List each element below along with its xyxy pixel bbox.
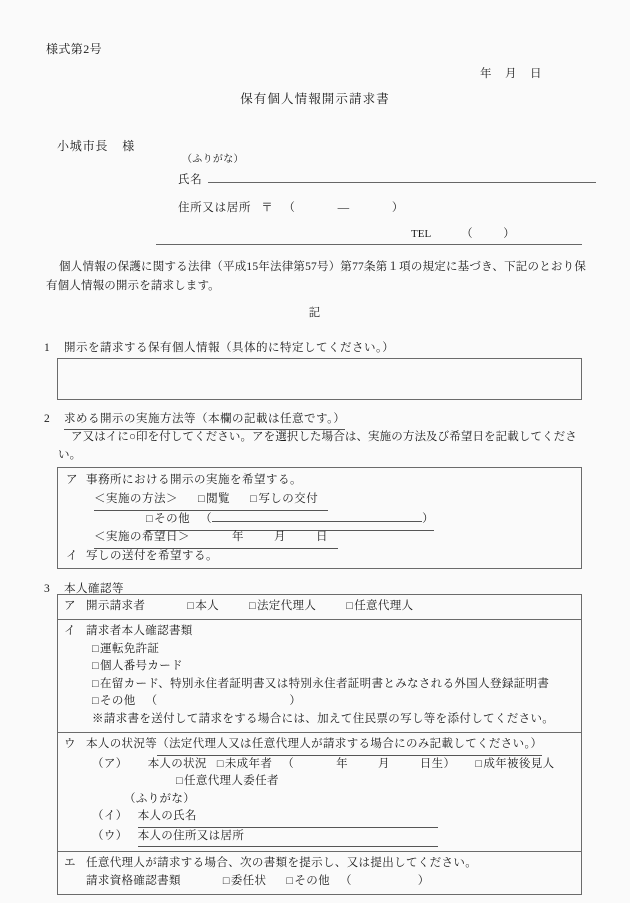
choice-residence-card: 在留カード、特別永住者証明書又は特別永住者証明書とみなされる外国人登録証明書 [100, 677, 550, 690]
section2-title: 求める開示の実施方法等（本欄の記載は任意です。） [64, 411, 345, 430]
option-b-mark: イ [66, 550, 78, 562]
tel-close-paren: ） [503, 228, 516, 241]
address-label: 住所又は居所 [178, 202, 252, 214]
page-title: 保有個人情報開示請求書 [240, 92, 390, 106]
statute-text: 個人情報の保護に関する法律（平成15年法律第57号）第77条第１項の規定に基づき、下記のとおり保有個人情報の開示を請求します。 [46, 261, 586, 292]
row-b-note-text: ※請求書を送付して請求をする場合には、加えて住民票の写し等を添付してください。 [92, 712, 555, 725]
name-label: 氏名 [178, 174, 203, 186]
date-month-label: 月 [505, 68, 517, 80]
row-b-choice-3[interactable] [64, 676, 577, 693]
option-b-text: 写しの送付を希望する。 [86, 550, 218, 562]
choice-voluntary-delegator: 任意代理人委任者 [184, 775, 279, 788]
zip-dash: — [337, 202, 350, 214]
checkbox-my-number-card[interactable] [92, 660, 183, 672]
desired-month-label: 月 [274, 531, 286, 543]
birth-day-label: 日生 [419, 757, 444, 770]
row-b-other-close: ） [289, 695, 302, 708]
checkbox-minor[interactable] [217, 758, 272, 770]
sub-c-field[interactable] [138, 828, 438, 847]
other-method-label: その他 [154, 513, 191, 525]
checkbox-voluntary-delegator[interactable] [176, 775, 279, 787]
other-close-paren: ） [422, 513, 435, 525]
other-open-paren: （ [200, 513, 213, 525]
section3-number: 3 [44, 583, 51, 595]
choice-other-document: その他 [100, 695, 136, 708]
form-number: 様式第2号 [46, 42, 103, 56]
section2-number: 2 [44, 413, 51, 425]
row-requester [58, 595, 582, 620]
tel-group [411, 226, 515, 243]
row-c-label: 本人の状況等 [86, 738, 158, 751]
choice-self: 本人 [195, 600, 219, 612]
furigana-label: （ふりがな） [182, 154, 244, 165]
method-group [94, 490, 328, 511]
sub-a-label: 本人の状況 [147, 757, 207, 770]
row-c-sub-a [64, 756, 577, 773]
zip-close-paren: ） [391, 202, 405, 214]
checkbox-other-proxy-document[interactable] [286, 875, 330, 887]
table-row [58, 852, 582, 895]
row-c-mark: ウ [64, 738, 76, 751]
addressee-honorific: 様 [122, 139, 136, 153]
row-b-other-open: （ [145, 695, 158, 708]
row-d-text: 任意代理人が請求する場合、次の書類を提示し、又は提出してください。 [86, 857, 478, 870]
address-telephone-row[interactable] [156, 228, 582, 245]
checkbox-voluntary-representative[interactable] [346, 600, 413, 612]
row-d-doc-label: 請求資格確認書類 [86, 874, 181, 887]
desired-year-label: 年 [232, 531, 244, 543]
sub-a-close-paren: ） [443, 757, 456, 770]
table-row [58, 620, 582, 733]
zip-open-paren: （ [283, 202, 296, 214]
row-principal-status [58, 733, 582, 852]
date-line [480, 66, 542, 83]
ki-marker: 記 [308, 307, 322, 319]
row-c-sub-c [64, 828, 577, 847]
checkbox-other-document[interactable] [92, 695, 136, 707]
section2-option-a[interactable] [58, 471, 581, 490]
checkbox-adult-ward[interactable] [475, 758, 554, 770]
section2-instruction-text: ア又はイに○印を付してください。アを選択した場合は、実施の方法及び希望日を記載してください。 [58, 431, 577, 462]
method-choice-copy: 写しの交付 [258, 493, 319, 505]
row-proxy-documents [58, 852, 582, 895]
section2-method-row [58, 490, 581, 509]
row-b-mark: イ [64, 625, 76, 638]
checkbox-other-method[interactable] [146, 513, 190, 525]
row-d-other-close: ） [417, 874, 430, 887]
row-d-mark: エ [64, 857, 76, 870]
zip-mark: 〒 [261, 202, 274, 214]
table-row [58, 733, 582, 852]
other-method-input[interactable] [212, 509, 422, 522]
section2-other-row [58, 509, 581, 528]
choice-legal-rep: 法定代理人 [256, 600, 317, 612]
name-row [178, 170, 596, 189]
choice-other-proxy-document: その他 [294, 874, 330, 887]
birth-year-label: 年 [336, 757, 348, 770]
row-d-other-open: （ [339, 874, 352, 887]
choice-adult-ward: 成年被後見人 [483, 757, 555, 770]
section3-title: 本人確認等 [64, 583, 124, 595]
sub-b-mark: （イ） [92, 810, 128, 823]
row-b-label: 請求者本人確認書類 [86, 625, 193, 638]
section1-entry-box[interactable] [57, 358, 582, 400]
sub-c-label: 本人の住所又は居所 [137, 829, 245, 842]
row-identity-documents [58, 620, 582, 733]
checkbox-drivers-license[interactable] [92, 643, 159, 655]
option-a-mark: ア [66, 474, 78, 486]
date-year-label: 年 [480, 68, 492, 80]
sub-c-mark: （ウ） [92, 829, 128, 842]
row-a-mark: ア [64, 600, 76, 612]
row-b-choice-1[interactable] [64, 641, 577, 658]
row-b-note [64, 711, 577, 728]
choice-power-of-attorney: 委任状 [230, 874, 267, 887]
method-choice-inspection: 閲覧 [206, 493, 231, 505]
section2-desired-date-row [58, 528, 581, 547]
section2-options-box [57, 467, 582, 569]
table-row [58, 595, 582, 620]
name-input[interactable] [208, 170, 596, 183]
row-c-label-note: （法定代理人又は任意代理人が請求する場合にのみ記載してください。） [157, 736, 542, 755]
row-b-choice-other[interactable] [64, 693, 577, 710]
tel-label: TEL [411, 228, 432, 241]
row-b-choice-2[interactable] [64, 658, 577, 675]
checkbox-power-of-attorney[interactable] [223, 875, 267, 887]
checkbox-inspection[interactable] [198, 493, 230, 505]
sub-b-field[interactable] [138, 808, 438, 827]
identity-verification-table [57, 594, 582, 895]
row-c-sub-b [64, 808, 577, 827]
sub-a-mark: （ア） [92, 757, 128, 770]
section1-title: 開示を請求する保有個人情報（具体的に特定してください。） [64, 342, 395, 354]
row-c-sub-a2 [64, 773, 577, 790]
row-c-title-line [64, 736, 577, 755]
addressee [57, 138, 135, 155]
section2-heading [44, 411, 345, 430]
row-requester-line [64, 598, 577, 615]
row-d-title-line [64, 855, 577, 872]
row-b-title-line [64, 623, 577, 640]
sub-b-label: 本人の氏名 [137, 810, 197, 823]
section2-instruction [58, 428, 586, 465]
sub-a-open-paren: （ [282, 757, 295, 770]
desired-day-label: 日 [316, 531, 328, 543]
row-a-label: 開示請求者 [86, 600, 146, 612]
row-d-choices [64, 873, 577, 890]
address-row [178, 200, 404, 217]
option-a-text: 事務所における開示の実施を希望する。 [86, 474, 302, 486]
tel-open-paren: （ [461, 228, 474, 241]
checkbox-copy-delivery[interactable] [250, 493, 318, 505]
choice-minor: 未成年者 [224, 757, 273, 770]
choice-my-number-card: 個人番号カード [100, 660, 183, 673]
method-label: ＜実施の方法＞ [94, 493, 178, 505]
choice-voluntary-rep: 任意代理人 [354, 600, 414, 612]
checkbox-self[interactable] [187, 600, 219, 612]
checkbox-legal-representative[interactable] [249, 600, 316, 612]
date-day-label: 日 [530, 68, 542, 80]
section1-heading [44, 340, 394, 357]
choice-drivers-license: 運転免許証 [100, 642, 160, 655]
checkbox-residence-card[interactable] [92, 678, 549, 690]
statute-paragraph [46, 258, 586, 295]
desired-date-label: ＜実施の希望日＞ [94, 531, 190, 543]
row-c-furigana [64, 791, 577, 808]
desired-date-group [94, 528, 338, 549]
row-c-furigana-label: （ふりがな） [124, 792, 196, 805]
birth-month-label: 月 [377, 757, 390, 770]
section2-option-b[interactable] [58, 547, 581, 566]
addressee-recipient: 小城市長 [57, 139, 109, 153]
section1-number: 1 [44, 342, 51, 354]
